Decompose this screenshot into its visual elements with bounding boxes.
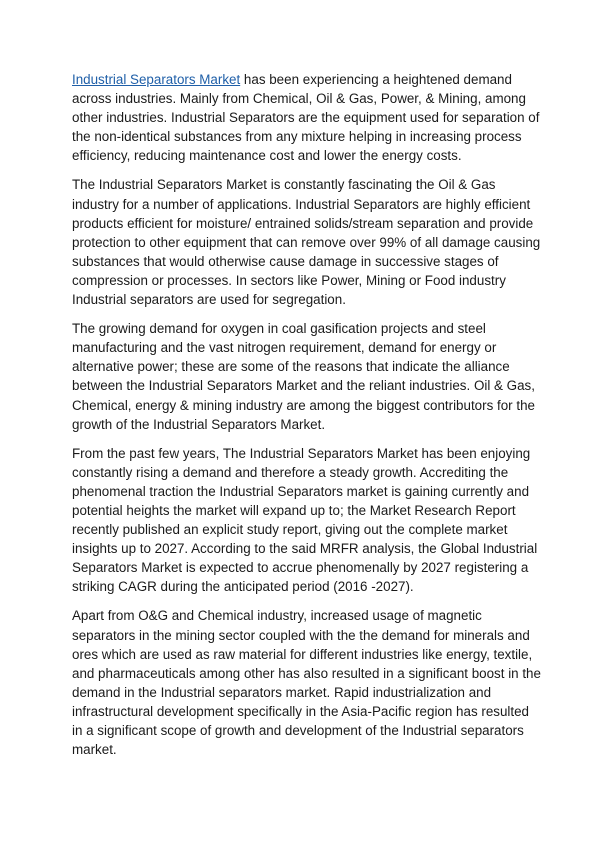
document-body [72,70,542,769]
paragraph-5: Apart from O&G and Chemical industry, increased usage of magnetic separators in the mining sector coupled with the the demand for minerals and ores which are used as raw material for different industries like energy, textile, and pharmaceuticals among other has also resulted in a significant boost in the demand in the Industrial separators market. Rapid industrialization and infrastructural development specifically in the Asia-Pacific region has resulted in a significant scope of growth and development of the Industrial separators market. [72,608,541,758]
paragraph-1 [72,70,542,165]
paragraph-1-text: has been experiencing a heightened demand across industries. Mainly from Chemical, Oil & Gas, Power, & Mining, among other industries. Industrial Separators are the equipment used for separation of the non-identical substances from any mixture helping in increasing process efficiency, reducing maintenance cost and lower the energy costs. [72,72,540,164]
paragraph-3: The growing demand for oxygen in coal gasification projects and steel manufacturing and the vast nitrogen requirement, demand for energy or alternative power; these are some of the reasons that indicate the alliance between the Industrial Separators Market and the reliant industries. Oil & Gas, Chemical, energy & mining industry are among the biggest contributors for the growth of the Industrial Separators Market. [72,321,535,432]
industrial-separators-market-link[interactable]: Industrial Separators Market [72,72,241,87]
paragraph-4: From the past few years, The Industrial Separators Market has been enjoying constantly rising a demand and therefore a steady growth. Accrediting the phenomenal traction the Industrial Separators market is gaining currently and potential heights the market will expand up to; the Market Research Report recently published an explicit study report, giving out the complete market insights up to 2027. According to the said MRFR analysis, the Global Industrial Separators Market is expected to accrue phenomenally by 2027 registering a striking CAGR during the anticipated period (2016 -2027). [72,445,538,595]
paragraph-2: The Industrial Separators Market is constantly fascinating the Oil & Gas industry for a number of applications. Industrial Separators are highly efficient products efficient for moisture/ entrained solids/stream separation and provide protection to other equipment that can remove over 99% of all damage causing substances that would otherwise cause damage in successive stages of compression or processes. In sectors like Power, Mining or Food industry Industrial separators are used for segregation. [72,177,541,308]
